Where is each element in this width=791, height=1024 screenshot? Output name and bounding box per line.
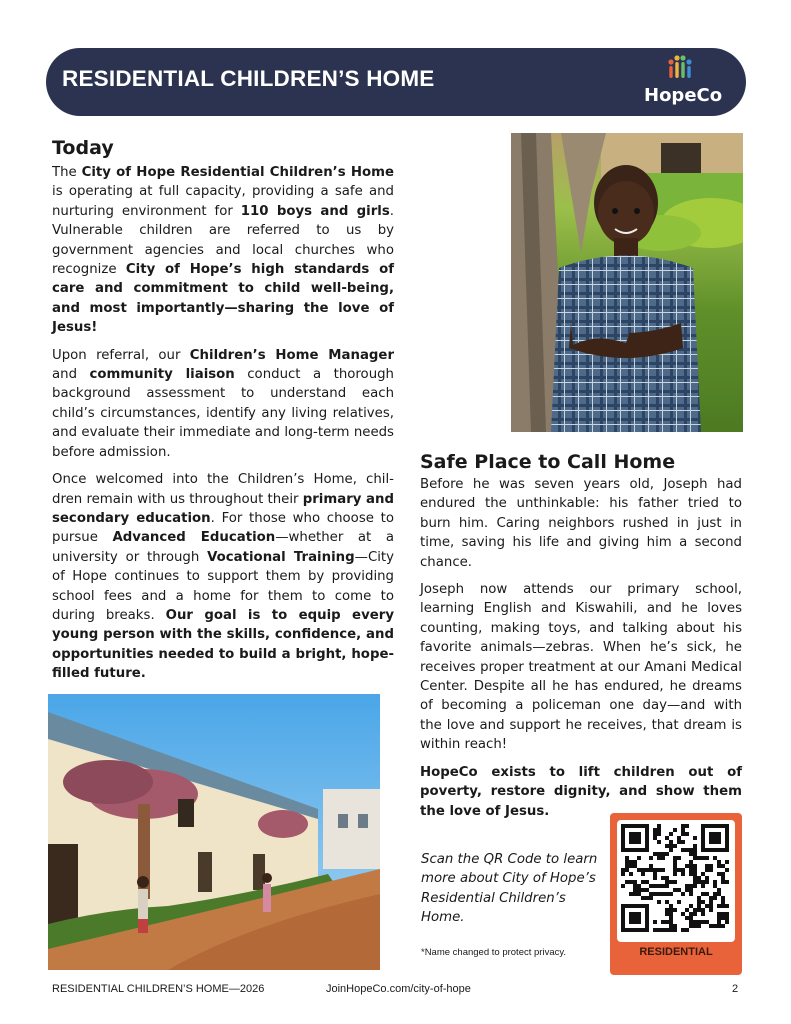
mission-statement: HopeCo exists to lift children out of poverty, restore dignity, and show them the love of Jesus. (420, 764, 742, 819)
text-run: Upon referral, our (52, 347, 190, 363)
qr-label: RESIDENTIAL (639, 946, 713, 958)
today-paragraph-2 (52, 346, 394, 462)
text-run: Our goal is to equip every young person with the skills, confidence, and opportunities needed to build a bright, hope-filled future. (52, 607, 394, 682)
footer-url-link[interactable]: JoinHopeCo.com/city-of-hope (326, 983, 471, 995)
text-run: Children’s Home Manager (189, 347, 395, 363)
today-paragraph-1 (52, 163, 394, 338)
today-paragraph-3 (52, 470, 394, 683)
qr-code[interactable] (617, 820, 735, 942)
text-run: City of Hope Residential Children’s Home (81, 165, 394, 180)
text-run: and (52, 367, 90, 383)
safe-place-paragraph-1: Before he was seven years old, Joseph had endured the unthinkable: his father tried to burn him. Caring neighbors rushed in just in time, saving his life and giving him a second chance. (420, 477, 742, 570)
text-run: Advanced Education (112, 530, 276, 546)
today-heading: Today (52, 137, 114, 159)
text-run: . Vulnerable children are referred to us by government agencies and local churches who recognize (52, 203, 394, 278)
safe-place-section (420, 451, 742, 821)
privacy-note: *Name changed to protect privacy. (421, 947, 567, 958)
safe-place-paragraph-2: Joseph now attends our primary school, learning English and Kiswahili, and he loves counting, making toys, and talking about his favorite animals—zebras. When he’s sick, he receives proper treatment at our Amani Medical Center. Despite all he has endured, he dreams of becoming a policeman one day—and with the love and support he receives, that dream is within reach! (420, 582, 742, 753)
page-number: 2 (732, 983, 739, 995)
text-run: conduct a thorough background assessment to understand each child’s circumstances, identify any living relatives, and evaluate their immediate and long-term needs before admission. (52, 367, 394, 460)
page-title: RESIDENTIAL CHILDREN’S HOME (62, 66, 435, 91)
photo-joseph (511, 133, 743, 432)
photo-childrens-home-building (48, 694, 380, 970)
text-run: Once welcomed into the Children’s Home, chil-dren remain with us throughout their (52, 472, 394, 507)
text-run: City of Hope’s high standards of care and commitment to child well-being, and most importantly—sharing the love of Jesus! (52, 262, 394, 336)
qr-caption: Scan the QR Code to learn more about City of Hope’s Residential Children’s Home. (421, 852, 598, 926)
text-run: . For those who choose to pursue (52, 510, 394, 546)
logo-text: HopeCo (644, 85, 723, 106)
text-run: —whether at a university or through (52, 530, 394, 565)
text-run: 110 boys and girls (240, 203, 390, 219)
text-run: community liaison (89, 367, 235, 383)
footer-document-title: RESIDENTIAL CHILDREN’S HOME—2026 (52, 983, 265, 995)
text-run: Vocational Training (207, 549, 355, 565)
text-run: primary and secondary education (52, 491, 395, 526)
header-bar (46, 48, 746, 116)
text-run: The (52, 165, 82, 180)
people-icon (667, 55, 693, 83)
text-run: is operating at full capacity, providing a safe and nurturing environment for (52, 184, 394, 219)
text-run: —City of Hope continues to support them by providing school fees and a home for them to come to during breaks. (52, 549, 394, 623)
today-section (52, 137, 394, 692)
hopeco-logo[interactable] (640, 53, 726, 111)
qr-code-icon (617, 820, 735, 942)
safe-place-heading: Safe Place to Call Home (420, 451, 676, 473)
qr-code-card[interactable] (610, 813, 742, 975)
